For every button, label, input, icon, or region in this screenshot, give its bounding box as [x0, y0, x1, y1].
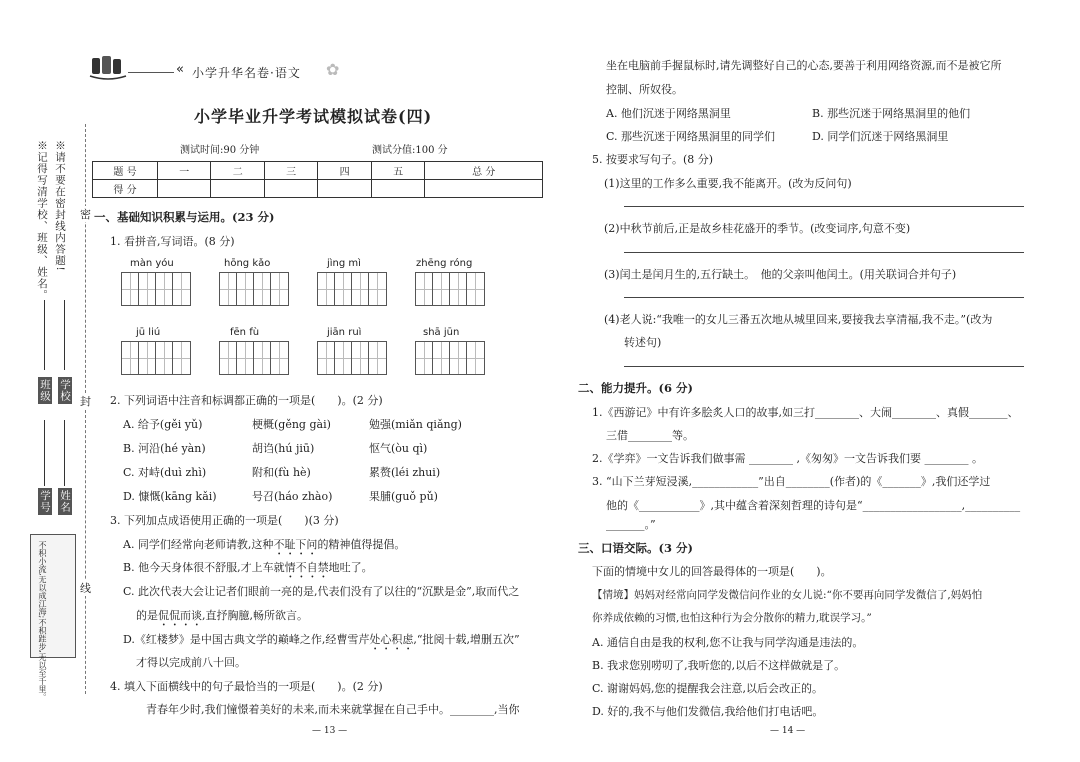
seal-char-feng: 封	[80, 395, 91, 408]
motto-box	[30, 534, 76, 701]
score-input-cell[interactable]	[158, 180, 211, 198]
header-logo	[88, 54, 128, 82]
motto-text: 不积小流,无以成江海;不积跬步,无以至千里。	[38, 541, 47, 701]
q3-b-pre: B. 他今天身体很不舒服,才上车就	[123, 561, 285, 574]
field-line-class[interactable]	[44, 300, 45, 370]
field-line-id[interactable]	[44, 420, 45, 486]
q2-option-a-2: 梗概(gěng gài)	[252, 418, 331, 431]
pinyin-label: màn yóu	[130, 258, 174, 269]
score-header-cell: 三	[264, 162, 317, 180]
q4-option-a[interactable]: A. 他们沉迷于网络黑洞里	[606, 107, 731, 120]
q3-d-dotted: 处心积虑	[369, 633, 414, 646]
answer-line[interactable]	[624, 252, 1024, 253]
score-header-cell: 四	[318, 162, 371, 180]
q3-c-pre: 的是	[136, 609, 158, 622]
score-header-cell: 总 分	[425, 162, 543, 180]
page-number-left: — 13 —	[312, 726, 348, 736]
q2-option-d-3: 果脯(guǒ pǔ)	[369, 490, 438, 503]
s3-option-a[interactable]: A. 通信自由是我的权利,您不让我与同学沟通是违法的。	[592, 636, 864, 649]
q2-option-b[interactable]: B. 河沿(hé yàn)	[123, 442, 206, 455]
writing-grid[interactable]	[121, 272, 191, 306]
field-line-school[interactable]	[64, 300, 65, 370]
writing-grid[interactable]	[415, 341, 485, 375]
q3-option-a[interactable]	[123, 536, 405, 558]
answer-line[interactable]	[624, 366, 1024, 367]
q4-stem: 4. 填入下面横线中的句子最恰当的一项是( )。(2 分)	[110, 680, 383, 693]
s2-q3-cont[interactable]: 他的《___________》,其中蕴含着深刻哲理的诗句是“__________________,__________	[606, 499, 1021, 512]
score-input-cell[interactable]	[371, 180, 424, 198]
pinyin-label: jìng mì	[327, 258, 361, 269]
q1-stem: 1. 看拼音,写词语。(8 分)	[110, 235, 235, 248]
writing-grid[interactable]	[415, 272, 485, 306]
score-input-cell[interactable]	[318, 180, 371, 198]
q4-passage: 青春年少时,我们憧憬着美好的未来,而未来就掌握在自己手中。________,当你	[146, 703, 520, 716]
seal-char-xian: 线	[80, 582, 91, 595]
pinyin-label: jū liú	[136, 327, 161, 338]
header-rule	[128, 72, 174, 73]
writing-grid[interactable]	[317, 272, 387, 306]
score-header-cell: 二	[211, 162, 264, 180]
s3-context-cont: 你养成依赖的习惯,也怕这种行为会分散你的精力,耽误学习。”	[592, 612, 872, 624]
q3-option-d[interactable]	[123, 631, 520, 653]
writing-grid[interactable]	[219, 272, 289, 306]
s3-option-b[interactable]: B. 我求您别唠叨了,我听您的,以后不这样做就是了。	[592, 659, 846, 672]
q3-b-post: 地吐了。	[328, 561, 373, 574]
q3-option-d-line2: 才得以完成前八十回。	[136, 656, 246, 669]
writing-grid[interactable]	[121, 341, 191, 375]
header-arrows: «	[176, 62, 184, 77]
pinyin-label: fēn fù	[230, 327, 260, 338]
section-3-heading: 三、口语交际。(3 分)	[578, 541, 693, 555]
header-series-title: 小学升华名卷·语文	[192, 66, 301, 80]
q3-stem: 3. 下列加点成语使用正确的一项是( )(3 分)	[110, 514, 339, 527]
s3-question: 下面的情境中女儿的回答最得体的一项是( )。	[592, 565, 832, 578]
answer-line[interactable]	[624, 297, 1024, 298]
s2-q1[interactable]: 1.《西游记》中有许多脍炙人口的故事,如三打________、大闹________、真假_______、	[592, 406, 1019, 419]
q3-b-dotted: 情不自禁	[284, 561, 329, 574]
score-input-cell[interactable]	[425, 180, 543, 198]
writing-grid[interactable]	[219, 341, 289, 375]
q2-option-c-3: 累赘(léi zhui)	[369, 466, 441, 479]
s3-option-d[interactable]: D. 好的,我不与他们发微信,我给他们打电话吧。	[592, 705, 824, 718]
score-header-cell: 一	[158, 162, 211, 180]
s2-q3[interactable]: 3. “山下兰芽短浸溪,____________”出自________(作者)的《_______》,我们还学过	[592, 475, 991, 488]
s2-q1-cont[interactable]: 三借________等。	[606, 429, 694, 442]
s3-context: 【情境】妈妈对经常向同学发微信问作业的女儿说:“你不要再向同学发微信了,妈妈怕	[592, 589, 983, 601]
q5-stem: 5. 按要求写句子。(8 分)	[592, 153, 714, 166]
sidebar-note-2: ※记得写清学校、班级、姓名。	[36, 140, 48, 301]
header-flower-icon: ✿	[326, 60, 340, 79]
score-input-cell[interactable]	[264, 180, 317, 198]
exam-score: 测试分值:100 分	[372, 145, 448, 156]
q2-option-d-2: 号召(háo zhào)	[252, 490, 333, 503]
exam-title: 小学毕业升学考试模拟试卷(四)	[194, 107, 433, 126]
q5-1: (1)这里的工作多么重要,我不能离开。(改为反问句)	[604, 177, 852, 190]
page-number-right: — 14 —	[770, 726, 806, 736]
q3-option-c-line2	[136, 607, 308, 629]
writing-grid[interactable]	[317, 341, 387, 375]
q4-passage-cont: 坐在电脑前手握鼠标时,请先调整好自己的心态,要善于利用网络资源,而不是被它所	[606, 59, 1002, 72]
q4-passage-cont-2: 控制、所奴役。	[606, 83, 683, 96]
q3-d-post: ,“批阅十载,增删五次”	[413, 633, 520, 646]
q3-a-pre: A. 同学们经常向老师请教,这种	[123, 538, 274, 551]
answer-line[interactable]	[624, 206, 1024, 207]
q4-option-b[interactable]: B. 那些沉迷于网络黑洞里的他们	[812, 107, 971, 120]
score-header-cell: 题 号	[93, 162, 158, 180]
field-line-name[interactable]	[64, 420, 65, 486]
section-2-heading: 二、能力提升。(6 分)	[578, 381, 693, 395]
score-row-label: 得 分	[93, 180, 158, 198]
field-label-school: 学校	[59, 379, 71, 402]
score-input-cell[interactable]	[211, 180, 264, 198]
q2-option-a[interactable]: A. 给予(gěi yǔ)	[123, 418, 203, 431]
field-label-id: 学号	[39, 490, 51, 513]
score-header-cell: 五	[371, 162, 424, 180]
s2-q2[interactable]: 2.《学弈》一文告诉我们做事需 ________ ,《匆匆》一文告诉我们要 ________ 。	[592, 452, 983, 465]
section-1-heading: 一、基础知识积累与运用。(23 分)	[94, 210, 275, 224]
q2-option-c-2: 附和(fù hè)	[252, 466, 311, 479]
q2-option-d[interactable]: D. 慷慨(kāng kǎi)	[123, 490, 217, 503]
q2-option-b-2: 胡诌(hú jiū)	[252, 442, 315, 455]
q3-option-b[interactable]	[123, 559, 373, 581]
q3-d-pre: D.《红楼梦》是中国古典文学的巅峰之作,经曹雪芹	[123, 633, 370, 646]
exam-time: 测试时间:90 分钟	[180, 145, 260, 156]
q3-c-dotted: 侃侃而谈	[158, 609, 202, 622]
q4-option-c[interactable]: C. 那些沉迷于网络黑洞里的同学们	[606, 130, 776, 143]
q5-4: (4)老人说:“我唯一的女儿三番五次地从城里回来,要接我去享清福,我不走。”(改为	[604, 313, 993, 326]
q3-c-post: ,直抒胸臆,畅所欲言。	[202, 609, 308, 622]
score-table	[92, 161, 543, 198]
pinyin-label: zhēng róng	[416, 258, 473, 269]
q5-3: (3)闰土是闰月生的,五行缺土。 他的父亲叫他闰土。(用关联词合并句子)	[604, 268, 957, 281]
q3-a-post: 的精神值得提倡。	[317, 538, 406, 551]
q4-option-d[interactable]: D. 同学们沉迷于网络黑洞里	[812, 130, 949, 143]
q2-option-a-3: 勉强(miǎn qiǎng)	[369, 418, 462, 431]
field-label-name: 姓名	[59, 490, 71, 513]
seal-char-mi: 密	[80, 208, 91, 221]
s2-q3-cont-2[interactable]: _______。”	[606, 518, 656, 531]
q3-option-c[interactable]: C. 此次代表大会让记者们眼前一亮的是,代表们没有了以往的“沉默是金”,取而代之	[123, 585, 520, 598]
pinyin-label: hōng kǎo	[224, 258, 271, 269]
q2-option-b-3: 怄气(òu qì)	[369, 442, 428, 455]
pinyin-label: jiān ruì	[327, 327, 362, 338]
field-label-class: 班级	[39, 379, 51, 402]
s3-option-c[interactable]: C. 谢谢妈妈,您的提醒我会注意,以后会改正的。	[592, 682, 824, 695]
q5-2: (2)中秋节前后,正是故乡桂花盛开的季节。(改变词序,句意不变)	[604, 222, 911, 235]
pinyin-label: shā jūn	[423, 327, 460, 338]
sidebar-note-1: ※请不要在密封线内答题!	[54, 140, 66, 272]
q2-option-c[interactable]: C. 对峙(duì zhì)	[123, 466, 207, 479]
q3-a-dotted: 不耻下问	[273, 538, 318, 551]
q5-4-cont: 转述句)	[624, 336, 662, 349]
q2-stem: 2. 下列词语中注音和标调都正确的一项是( )。(2 分)	[110, 394, 383, 407]
